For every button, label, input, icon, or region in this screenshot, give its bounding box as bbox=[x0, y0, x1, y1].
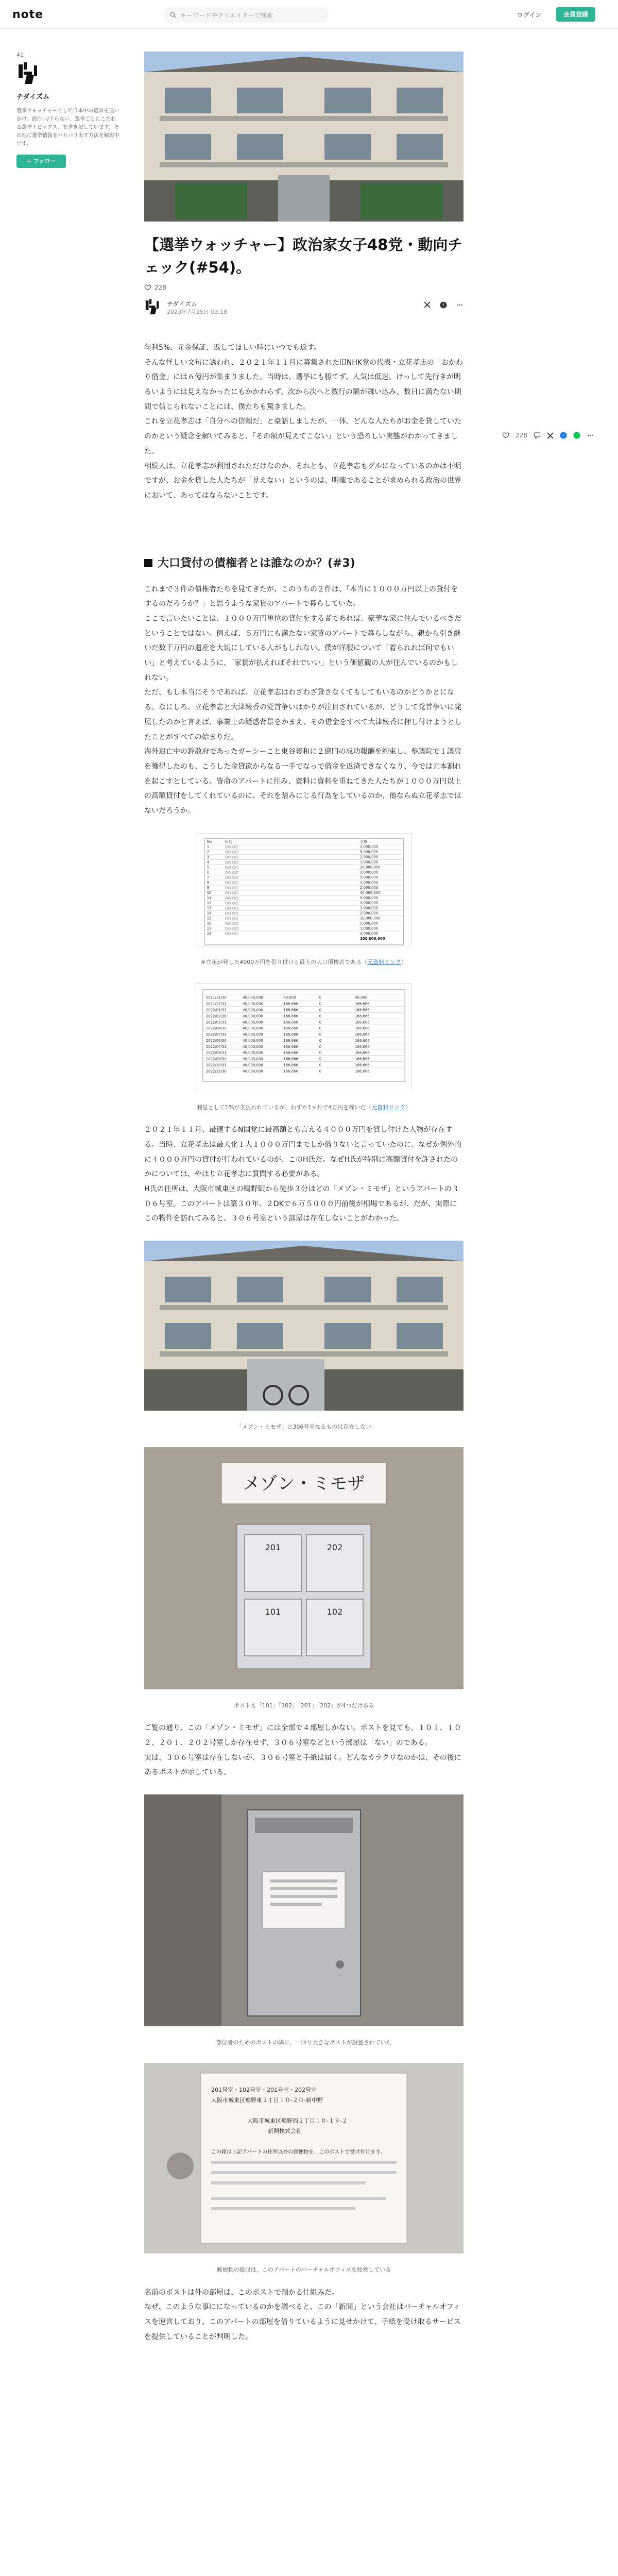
table-cell: 14 bbox=[207, 911, 212, 916]
x-icon bbox=[547, 432, 554, 439]
table-cell: ○○ ○○ bbox=[225, 855, 238, 859]
table-cell: 166,666 bbox=[355, 1063, 370, 1067]
table-cell: 5,000,000 bbox=[360, 895, 379, 900]
table-cell: 0 bbox=[319, 1044, 322, 1049]
paragraph: 実は、３０６号室は存在しないが、３０６号室と手紙は届く。どんなカラクリなのかは、その後にあるポストが示している。 bbox=[144, 1753, 461, 1777]
table-header-cell: 金額 bbox=[360, 839, 367, 844]
table-cell: 166,666 bbox=[283, 1057, 299, 1061]
figure-notice bbox=[144, 2063, 464, 2276]
figure-caption: 「メゾン・ミモザ」に306号室なるものは存在しない bbox=[236, 1423, 372, 1430]
source-link[interactable]: 元資料リンク bbox=[367, 959, 401, 966]
note-logo[interactable]: note bbox=[12, 8, 44, 21]
paragraph: そんな怪しい文句に誘われ、２０２１年１１月に募集された旧NHK党の代表・立花孝志の「おかわり借金」には６億円が集まりました。当時は、選挙にも勝てず、人気は低迷。けっして先行きが明るいようには見えなかったにもかかわらず、次から次へと数行の額が舞い込み、数日に満たない期間で信じられないことには、僕たちも驚きました。 bbox=[144, 358, 464, 411]
table-cell: 2022/04/30 bbox=[205, 1026, 227, 1031]
table-cell: 2,000,000 bbox=[360, 855, 379, 859]
table-cell: 17 bbox=[207, 926, 212, 930]
table-cell: 40,000,000 bbox=[243, 1044, 263, 1049]
table-cell: 12 bbox=[207, 901, 212, 905]
line-icon bbox=[573, 432, 580, 439]
table-cell: 8 bbox=[207, 880, 210, 885]
table-cell: 40,000,000 bbox=[243, 1050, 263, 1055]
table-cell: 0 bbox=[319, 995, 322, 1000]
table-cell: ○○ ○○ bbox=[225, 901, 238, 905]
table-header-cell: 氏名 bbox=[225, 839, 232, 844]
table-cell: 18 bbox=[207, 931, 212, 936]
like-count: 228 bbox=[154, 284, 166, 291]
table-cell: 2022/10/31 bbox=[205, 1063, 227, 1067]
figure-caption: ※立花が発した4000万円を借り付ける最大の大口債権者である（元資料リンク） bbox=[201, 959, 407, 966]
paragraph: これまで３件の債権者たちを見てきたが、このうちの２件は、「本当に１０００万円以上の貸付をするのだろうか？」と思うような家賃のアパートで暮らしていた。 bbox=[144, 585, 458, 608]
more-icon[interactable] bbox=[456, 301, 464, 309]
signup-button[interactable]: 会員登録 bbox=[556, 7, 595, 22]
table-cell: 3 bbox=[207, 855, 210, 859]
figure-caption: 郵便物の総収は、このアパートのバーチャルオフィスを経営している bbox=[216, 2266, 391, 2274]
table-cell: 2022/07/31 bbox=[205, 1044, 227, 1049]
table-cell: 3,000,000 bbox=[360, 931, 379, 936]
table-cell: 2 bbox=[207, 850, 210, 854]
table-cell: 13 bbox=[207, 906, 212, 910]
svg-text:f: f bbox=[442, 303, 444, 309]
table-cell: 0 bbox=[319, 1057, 322, 1061]
heart-icon[interactable] bbox=[144, 284, 151, 291]
table-cell: 166,666 bbox=[355, 1008, 370, 1012]
source-link[interactable]: 元資料リンク bbox=[371, 1104, 406, 1111]
table-cell: 1 bbox=[207, 844, 210, 849]
paragraph: 年利5%、元金保証、返してほしい時にいつでも返す。 bbox=[144, 344, 321, 352]
table-cell: 5,000,000 bbox=[360, 921, 379, 926]
table-cell: 15 bbox=[207, 916, 212, 921]
table-cell: 10,000,000 bbox=[360, 865, 381, 870]
table-cell: 6 bbox=[207, 870, 210, 874]
table-cell: 0 bbox=[319, 1050, 322, 1055]
publish-date: 2023年7月25日 03:18 bbox=[167, 309, 228, 315]
large-postbox-photo bbox=[144, 1794, 464, 2026]
author-name[interactable]: チダイズム bbox=[167, 300, 198, 308]
table-cell: 1,000,000 bbox=[360, 906, 379, 910]
table-cell: 2,000,000 bbox=[360, 885, 379, 890]
table-cell: 166,666 bbox=[283, 1014, 299, 1019]
author-row bbox=[144, 297, 464, 318]
table-header-cell: No bbox=[207, 839, 212, 844]
comment-button[interactable] bbox=[534, 432, 541, 439]
comment-icon bbox=[534, 432, 541, 439]
table-cell: 166,666 bbox=[355, 1069, 370, 1074]
table-cell: ○○ ○○ bbox=[225, 926, 238, 930]
search-placeholder: キーワードやクリエイターで検索 bbox=[180, 11, 273, 19]
table-cell: 10 bbox=[207, 890, 212, 895]
paragraph: ただ、もし本当にそうであれば、立花孝志はわざわざ貸さなくてもしてもいるのかどうかとになる。なにしろ、立花孝志と大津綾香の党首争いはかりが注目されているが、どうして党首争いに発展したのかと言えば、事業上の疑惑背景をかまえ、その借金をすべて大津綾香に押し付けようとしたことがすべての始まりだ。 bbox=[144, 688, 462, 741]
table-cell: 7 bbox=[207, 875, 210, 879]
table-cell: 1,000,000 bbox=[360, 860, 379, 865]
table-cell: ○○ ○○ bbox=[225, 850, 238, 854]
table-cell: 1,000,000 bbox=[360, 926, 379, 930]
floating-like-button[interactable] bbox=[502, 432, 509, 439]
table-cell: 166,666 bbox=[355, 1020, 370, 1025]
notice-line: 大阪市城東区鴫野西２丁目１０-１９-２ bbox=[247, 2117, 348, 2125]
heart-icon bbox=[502, 432, 509, 439]
paragraph: なぜ、このような事にになっているのかを調べると、この「新開」という会社はバーチャルオフィスを運営しており、このアパートの部屋を借りているように見せかけて、手紙を受け取るサービスを提供していることが判明した。 bbox=[144, 2303, 461, 2341]
table-cell: 166,666 bbox=[283, 1038, 299, 1043]
table-cell: ○○ ○○ bbox=[225, 844, 238, 849]
table-cell: 2022/01/31 bbox=[205, 1008, 227, 1012]
table-cell: 0 bbox=[319, 1008, 322, 1012]
table-cell: 40,000,000 bbox=[243, 1008, 263, 1012]
table-cell: 40,000,000 bbox=[243, 1038, 263, 1043]
table-cell: 0 bbox=[319, 1069, 322, 1074]
search-input[interactable] bbox=[164, 7, 329, 23]
table-cell: 40,000,000 bbox=[243, 1032, 263, 1037]
figure-apartment bbox=[144, 1241, 464, 1433]
table-cell: ○○ ○○ bbox=[225, 911, 238, 916]
table-cell: 40,000 bbox=[283, 995, 296, 1000]
table-cell: 2022/06/30 bbox=[205, 1038, 227, 1043]
creditor-list-document bbox=[196, 833, 412, 946]
table-cell: 2022/05/31 bbox=[205, 1032, 227, 1037]
table-cell: ○○ ○○ bbox=[225, 921, 238, 926]
table-cell: 2022/03/31 bbox=[205, 1020, 227, 1025]
section-heading bbox=[144, 552, 464, 575]
table-total: 100,000,000 bbox=[360, 936, 385, 941]
table-cell: ○○ ○○ bbox=[225, 885, 238, 890]
svg-text:f: f bbox=[562, 434, 564, 439]
table-cell: 166,666 bbox=[283, 1050, 299, 1055]
apartment-photo bbox=[144, 1241, 464, 1411]
mailbox-label: 201 bbox=[265, 1543, 281, 1553]
table-cell: 2022/11/30 bbox=[205, 1069, 227, 1074]
facebook-icon bbox=[560, 432, 567, 439]
table-cell: 2022/08/31 bbox=[205, 1050, 227, 1055]
paragraph: ここで言いたいことは、１０００万円単位の貸付をする者であれば、豪華な家に住んでいるべきだということではない。例えば、５万円にも満たない家賃のアパートで暮らしながら、親から引き継いだ数千万円の遺産を大切にしている人がもしれない。僕が洋服について「着られれば何でもいい」と考えているように、「家賃が払えればそれでいい」という価値観の人が住んでいるのかもしれない。 bbox=[144, 615, 461, 682]
table-cell: 40,000,000 bbox=[243, 1014, 263, 1019]
mailboxes-photo bbox=[144, 1447, 464, 1689]
article-likes bbox=[144, 284, 464, 291]
table-cell: 166,666 bbox=[283, 1069, 299, 1074]
author-avatar[interactable] bbox=[144, 298, 162, 316]
notice-photo bbox=[144, 2063, 464, 2253]
table-cell: 40,000,000 bbox=[360, 890, 381, 895]
notice-line: この箱は上記アパートの住所以外の郵便物を、このボストで受け付けます。 bbox=[211, 2149, 386, 2156]
paragraph: これを立花孝志は「自分への信頼だ」と豪語しましたが、一体、どんな人たちがお金を貸していたのかという疑念を解いてみると、「その額が見えてこない」という恐ろしい実態がわかってきました。 bbox=[144, 417, 461, 455]
table-cell: 166,666 bbox=[355, 1014, 370, 1019]
figure-large-postbox bbox=[144, 1794, 464, 2048]
paragraph: 相続人は、立花孝志が利用されただけなのか、それとも、立花孝志もグルになっているのかは不明ですが、お金を貸した人たちが「見えない」というのは、明確であることが求められる政治の世界において、あってはならないことです。 bbox=[144, 462, 461, 500]
table-cell: 0 bbox=[319, 1038, 322, 1043]
table-cell: 166,666 bbox=[283, 1002, 299, 1006]
table-cell: 0 bbox=[319, 1014, 322, 1019]
table-cell: 4 bbox=[207, 860, 210, 865]
paragraph: 名前のポストは外の部屋は、このポストで預かる仕組みだ。 bbox=[144, 2288, 339, 2297]
table-cell: 166,666 bbox=[355, 1038, 370, 1043]
table-cell: 5 bbox=[207, 865, 210, 870]
top-header bbox=[0, 0, 618, 29]
notice-line: 新開株式会社 bbox=[268, 2128, 302, 2135]
table-cell: 5,000,000 bbox=[360, 875, 379, 879]
table-cell: 9 bbox=[207, 885, 210, 890]
table-cell: 3,000,000 bbox=[360, 901, 379, 905]
table-cell: 0 bbox=[319, 1002, 322, 1006]
creator-name[interactable]: チダイズム bbox=[16, 93, 49, 101]
creator-description: 選挙ウォッチャーとして日本中の選挙を追いかけ、面白い/下らない、選挙ごとにこだわる選挙トピックス、を書き記しています。その他に選挙情報をバリバリ出す方法を解説中です。 bbox=[16, 108, 119, 147]
figure-mailboxes bbox=[144, 1447, 464, 1711]
table-cell: 1,000,000 bbox=[360, 880, 379, 885]
table-cell: 2022/02/28 bbox=[205, 1014, 227, 1019]
figure-caption: 部位者のためのポストの隣に、一回り大きなポストが設置されていた bbox=[216, 2039, 392, 2046]
table-cell: 40,000,000 bbox=[243, 1026, 263, 1031]
paragraph: 海外追亡中の鈴散府であったガーシーこと東谷義和に２億円の成功報酬を約束し、参議院で１議席を獲得したのも、こうした金貸欲からなる一手でなっで借金を返済できなくなり、今では元本割れを起こすとしている。皆命のアパートに住み、資料に資料を重ねてきた人たちが１０００万円以上の高額貸付をしてくれているのに、それを踏みにじる行為をしているのか、他ならぬ立花孝志ではないだろうか。 bbox=[144, 748, 461, 815]
table-cell: 166,666 bbox=[355, 1026, 370, 1031]
table-cell: 166,666 bbox=[355, 1002, 370, 1006]
table-cell: 2022/09/30 bbox=[205, 1057, 227, 1061]
mailbox-sign-text: メゾン・ミモザ bbox=[243, 1473, 365, 1495]
table-cell: 2,000,000 bbox=[360, 911, 379, 916]
facebook-icon[interactable] bbox=[440, 301, 447, 309]
figure-creditor-list bbox=[144, 833, 464, 969]
paragraph: ２０２１年１１月、最適するN国党に最高額とも言える４０００万円を貸し付けた人物が存在する。当時、立花孝志は最大化１人１０００万円までしか借りないと言っていたのに、なぜか例外的に４０００万円の貸付が行われているのが、このH氏だ。なぜH氏が特別に高額貸付を許されたのかについては、やはり立花孝志に質問する必要がある。 bbox=[144, 1126, 461, 1179]
table-cell: 40,000,000 bbox=[243, 1057, 263, 1061]
table-cell: 40,000,000 bbox=[243, 1069, 263, 1074]
table-cell: ○○ ○○ bbox=[225, 870, 238, 874]
article-title: 【選挙ウォッチャー】政治家女子48党・動向チェック(#54)。 bbox=[144, 236, 463, 276]
table-cell: ○○ ○○ bbox=[225, 875, 238, 879]
table-cell: ○○ ○○ bbox=[225, 895, 238, 900]
repayment-document bbox=[196, 983, 412, 1091]
table-cell: 40,000,000 bbox=[243, 1002, 263, 1006]
line-share-button[interactable] bbox=[573, 432, 580, 439]
share-buttons bbox=[424, 301, 464, 309]
table-cell: 0 bbox=[319, 1032, 322, 1037]
table-cell: 2021/12/31 bbox=[205, 1002, 227, 1006]
mailbox-label: 202 bbox=[327, 1543, 343, 1553]
table-cell: 40,000,000 bbox=[243, 1063, 263, 1067]
paragraph: H氏の住所は、大阪市城東区の鴫野駅から徒歩３分ほどの「メゾン・ミモザ」というアパートの３０６号室。このアパートは築３０年、２DKで６万５０００円前後が相場であるが、だが、実際にこの物件を訪れてみると、３０６号室という部屋は存在しないことがわかった。 bbox=[144, 1184, 459, 1223]
table-cell: 166,666 bbox=[283, 1044, 299, 1049]
more-icon bbox=[587, 432, 594, 439]
table-cell: 166,666 bbox=[355, 1032, 370, 1037]
table-cell: 5,000,000 bbox=[360, 850, 379, 854]
notice-line: 201号室・102号室・201号室・202号室 bbox=[211, 2087, 317, 2094]
sidebar-count: 41 bbox=[16, 52, 24, 58]
figure-repayment-table bbox=[144, 983, 464, 1113]
table-cell: 40,000,000 bbox=[243, 995, 263, 1000]
section-heading-text: 大口貸付の債権者とは誰なのか？(#3) bbox=[158, 556, 355, 570]
more-button[interactable] bbox=[587, 432, 594, 439]
table-cell: 166,666 bbox=[283, 1008, 299, 1012]
article-body bbox=[144, 341, 464, 2344]
table-cell: 40,000,000 bbox=[243, 1020, 263, 1025]
table-cell: 0 bbox=[319, 1063, 322, 1067]
floating-like-count: 228 bbox=[516, 432, 527, 439]
table-cell: 2021/11/30 bbox=[205, 995, 227, 1000]
table-cell: 40,000 bbox=[355, 995, 368, 1000]
table-cell: ○○ ○○ bbox=[225, 890, 238, 895]
table-cell: 16 bbox=[207, 921, 212, 926]
table-cell: 166,666 bbox=[283, 1026, 299, 1031]
floating-action-bar bbox=[502, 432, 594, 439]
creator-sidebar bbox=[16, 52, 119, 168]
table-cell: 166,666 bbox=[355, 1050, 370, 1055]
figure-caption: ポストも「101」「102」「201」「202」が4つだけある bbox=[233, 1702, 374, 1709]
table-cell: ○○ ○○ bbox=[225, 916, 238, 921]
article bbox=[144, 52, 464, 2344]
table-cell: 0 bbox=[319, 1026, 322, 1031]
table-cell: 166,666 bbox=[355, 1057, 370, 1061]
table-cell: ○○ ○○ bbox=[225, 931, 238, 936]
table-cell: ○○ ○○ bbox=[225, 880, 238, 885]
table-cell: 10,000,000 bbox=[360, 916, 381, 921]
table-cell: ○○ ○○ bbox=[225, 860, 238, 865]
mailbox-label: 102 bbox=[327, 1607, 343, 1617]
notice-line: 大阪市城東区鴫野東２丁目１０-２０-新中野 bbox=[211, 2097, 323, 2104]
facebook-share-button[interactable] bbox=[560, 432, 567, 439]
table-cell: 11 bbox=[207, 895, 212, 900]
x-share-button[interactable] bbox=[547, 432, 554, 439]
x-icon[interactable] bbox=[424, 301, 431, 308]
heading-square-icon bbox=[144, 559, 152, 567]
table-cell: 0 bbox=[319, 1020, 322, 1025]
hero-image bbox=[144, 52, 464, 222]
table-cell: ○○ ○○ bbox=[225, 906, 238, 910]
login-button[interactable]: ログイン bbox=[510, 8, 548, 22]
table-cell: 166,666 bbox=[355, 1044, 370, 1049]
table-cell: ○○ ○○ bbox=[225, 865, 238, 870]
figure-caption: 利息として1%が支払われているが、わずか1ヶ月で4万円を稼いだ（元資料リンク） bbox=[196, 1104, 411, 1111]
table-cell: 166,666 bbox=[283, 1063, 299, 1067]
table-cell: 3,000,000 bbox=[360, 844, 379, 849]
table-cell: 166,666 bbox=[283, 1020, 299, 1025]
follow-button[interactable]: + フォロー bbox=[16, 155, 66, 168]
paragraph: ご覧の通り、この「メゾン・ミモザ」には全部で４部屋しかない。ポストを見ても、１０１、１０２、２０１、２０２号室しか存在せず、３０６号室などという部屋は「ない」のである。 bbox=[144, 1724, 461, 1748]
table-cell: 3,000,000 bbox=[360, 870, 379, 874]
table-cell: 166,666 bbox=[283, 1032, 299, 1037]
creator-avatar[interactable] bbox=[16, 61, 41, 86]
mailbox-label: 101 bbox=[265, 1607, 281, 1617]
search-icon bbox=[170, 12, 176, 18]
